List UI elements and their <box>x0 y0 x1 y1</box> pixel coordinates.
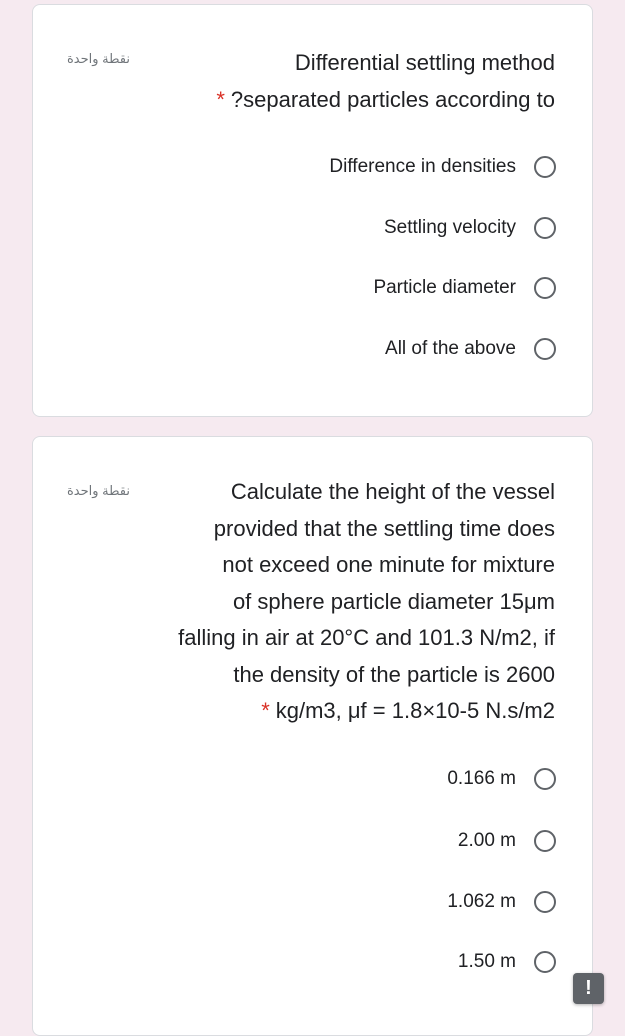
option-1062-m[interactable] <box>447 887 556 917</box>
question-line: * kg/m3, μf = 1.8×10-5 N.s/m2 <box>261 698 555 723</box>
question-line: the density of the particle is 2600 <box>233 661 555 687</box>
option-200-m[interactable] <box>458 826 556 856</box>
option-label: Settling velocity <box>383 217 516 238</box>
option-label: 1.50 m <box>457 951 516 972</box>
option-label: 1.062 m <box>447 891 516 912</box>
option-all-of-the-above[interactable] <box>385 334 556 364</box>
option-label: All of the above <box>385 338 516 359</box>
option-label: Difference in densities <box>329 156 516 177</box>
report-feedback-button[interactable]: ! <box>573 973 604 1004</box>
radio-button[interactable] <box>534 156 556 178</box>
question-line: falling in air at 20°C and 101.3 N/m2, if <box>178 625 555 650</box>
radio-button[interactable] <box>534 951 556 973</box>
question-text <box>125 45 555 118</box>
points-label: نقطة واحدة <box>67 483 131 498</box>
option-difference-in-densities[interactable] <box>329 152 556 182</box>
question-line: provided that the settling time does <box>213 515 555 541</box>
question-line: * ?separated particles according to <box>216 86 555 112</box>
question-text <box>125 474 555 730</box>
radio-button[interactable] <box>534 830 556 852</box>
required-asterisk: * <box>261 698 270 723</box>
option-particle-diameter[interactable] <box>373 273 556 303</box>
option-label: 0.166 m <box>447 768 516 789</box>
option-label: Particle diameter <box>373 277 516 298</box>
option-label: 2.00 m <box>457 830 516 851</box>
question-card-1 <box>32 4 593 417</box>
radio-button[interactable] <box>534 768 556 790</box>
question-line: Differential settling method <box>294 50 555 75</box>
points-label: نقطة واحدة <box>67 51 131 66</box>
option-150-m[interactable] <box>458 947 556 977</box>
question-line: not exceed one minute for mixture <box>222 552 555 577</box>
question-line: Calculate the height of the vessel <box>230 479 555 504</box>
radio-button[interactable] <box>534 891 556 913</box>
radio-button[interactable] <box>534 217 556 239</box>
question-line: of sphere particle diameter 15μm <box>232 588 555 614</box>
option-0166-m[interactable] <box>447 764 556 794</box>
question-card-2 <box>32 436 593 1036</box>
option-settling-velocity[interactable] <box>384 213 556 243</box>
required-asterisk: * <box>216 86 225 112</box>
radio-button[interactable] <box>534 338 556 360</box>
radio-button[interactable] <box>534 277 556 299</box>
